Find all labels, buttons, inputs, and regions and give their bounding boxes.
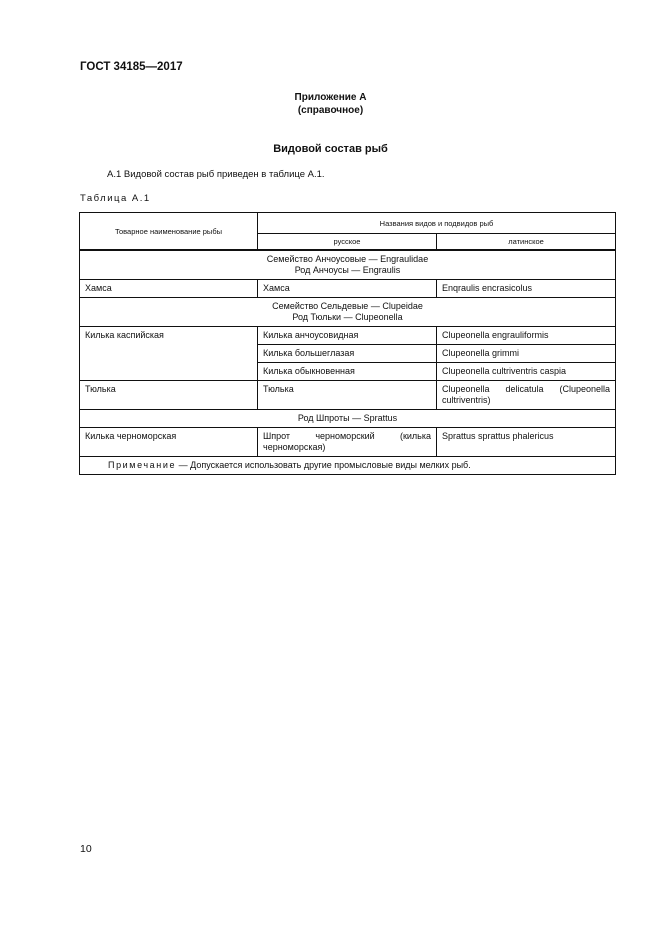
note-text: Допускается использовать другие промысловые виды мелких рыб. — [190, 460, 471, 470]
latin-name-cell: Clupeonella delicatula (Clupeonella cultriventris) — [437, 381, 616, 410]
genus-label: Род Шпроты — Sprattus — [80, 410, 616, 428]
species-table — [79, 212, 616, 475]
genus-label: Род Анчоусы — Engraulis — [294, 265, 401, 275]
family-label: Семейство Анчоусовые — Engraulidae — [266, 254, 429, 264]
table-row — [80, 457, 616, 475]
genus-label: Род Тюльки — Clupeonella — [292, 312, 403, 322]
russian-name-cell: Тюлька — [258, 381, 437, 410]
trade-name-cell-empty — [80, 363, 258, 381]
trade-name-cell: Килька черноморская — [80, 428, 258, 457]
note-dash: — — [178, 460, 188, 470]
table-row — [80, 250, 616, 280]
latin-name-cell: Clupeonella engrauliformis — [437, 327, 616, 345]
family-label: Семейство Сельдевые — Clupeidae — [272, 301, 423, 311]
annex-subtitle: (справочное) — [297, 105, 364, 116]
header-trade-name: Товарное наименование рыбы — [80, 213, 258, 251]
russian-name-cell: Шпрот черноморский (килька черноморская) — [258, 428, 437, 457]
document-id: ГОСТ 34185—2017 — [80, 61, 183, 73]
page-number: 10 — [80, 843, 92, 855]
latin-name-cell: Clupeonella grimmi — [437, 345, 616, 363]
table-caption: Таблица А.1 — [80, 193, 151, 204]
table-row — [80, 298, 616, 327]
table-row — [80, 428, 616, 457]
trade-name-cell: Килька каспийская — [80, 327, 258, 345]
table-row — [80, 327, 616, 345]
group-clupeidae — [80, 298, 616, 327]
header-russian: русское — [258, 234, 437, 251]
table-row — [80, 410, 616, 428]
header-species-names: Названия видов и подвидов рыб — [258, 213, 616, 234]
header-latin: латинское — [437, 234, 616, 251]
latin-name-cell: Enqraulis encrasicolus — [437, 280, 616, 298]
annex-title: Приложение А — [294, 92, 367, 103]
trade-name-cell: Хамса — [80, 280, 258, 298]
table-row — [80, 345, 616, 363]
note-label: Примечание — [108, 460, 177, 470]
table-row — [80, 381, 616, 410]
russian-name-cell: Килька анчоусовидная — [258, 327, 437, 345]
trade-name-cell: Тюлька — [80, 381, 258, 410]
russian-name-cell: Килька обыкновенная — [258, 363, 437, 381]
table-row — [80, 363, 616, 381]
intro-paragraph: А.1 Видовой состав рыб приведен в таблице А.1. — [107, 169, 325, 180]
russian-name-cell: Хамса — [258, 280, 437, 298]
group-engraulidae — [80, 250, 616, 280]
russian-name-cell: Килька большеглазая — [258, 345, 437, 363]
latin-name-cell: Clupeonella cultriventris caspia — [437, 363, 616, 381]
section-title: Видовой состав рыб — [273, 143, 388, 155]
latin-name-cell: Sprattus sprattus phalericus — [437, 428, 616, 457]
trade-name-cell-empty — [80, 345, 258, 363]
table-note — [80, 457, 616, 475]
table-row — [80, 280, 616, 298]
